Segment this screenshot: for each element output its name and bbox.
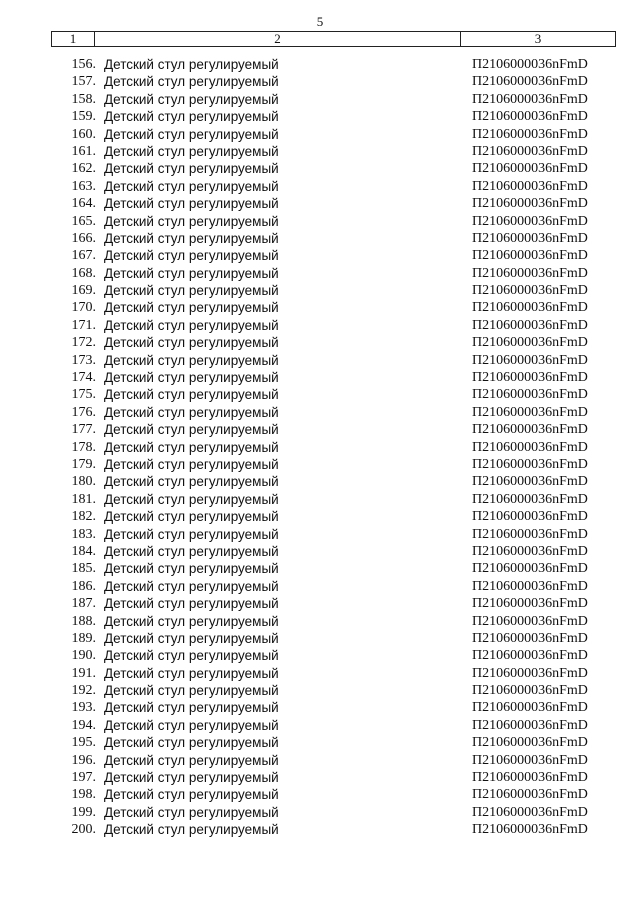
row-item-code: П2106000036nFmD [472, 770, 588, 786]
row-item-name: Детский стул регулируемый [104, 213, 279, 229]
row-item-name: Детский стул регулируемый [104, 335, 279, 351]
row-item-code: П2106000036nFmD [472, 578, 588, 594]
table-row [0, 560, 640, 577]
table-row [0, 595, 640, 612]
table-row [0, 213, 640, 230]
row-item-name: Детский стул регулируемый [104, 648, 279, 664]
row-item-name: Детский стул регулируемый [104, 404, 279, 420]
row-number: 197. [71, 770, 96, 786]
row-item-code: П2106000036nFmD [472, 248, 588, 264]
row-number: 165. [71, 213, 96, 229]
row-item-code: П2106000036nFmD [472, 230, 588, 246]
row-item-code: П2106000036nFmD [472, 387, 588, 403]
row-number: 159. [71, 109, 96, 125]
table-row [0, 665, 640, 682]
row-number: 184. [71, 543, 96, 559]
row-number: 164. [71, 196, 96, 212]
row-number: 187. [71, 596, 96, 612]
row-item-code: П2106000036nFmD [472, 822, 588, 838]
row-item-code: П2106000036nFmD [472, 456, 588, 472]
table-row [0, 734, 640, 751]
row-item-name: Детский стул регулируемый [104, 387, 279, 403]
row-item-name: Детский стул регулируемый [104, 230, 279, 246]
table-row [0, 334, 640, 351]
table-row [0, 647, 640, 664]
row-item-name: Детский стул регулируемый [104, 717, 279, 733]
row-item-code: П2106000036nFmD [472, 352, 588, 368]
row-item-name: Детский стул регулируемый [104, 283, 279, 299]
row-number: 190. [71, 648, 96, 664]
table-row [0, 682, 640, 699]
row-item-code: П2106000036nFmD [472, 57, 588, 72]
row-item-code: П2106000036nFmD [472, 648, 588, 664]
row-number: 174. [71, 370, 96, 386]
row-number: 198. [71, 787, 96, 803]
row-number: 171. [71, 317, 96, 333]
table-row [0, 491, 640, 508]
row-number: 166. [71, 230, 96, 246]
row-item-name: Детский стул регулируемый [104, 422, 279, 438]
table-row [0, 578, 640, 595]
table-row [0, 456, 640, 473]
row-item-name: Детский стул регулируемый [104, 370, 279, 386]
row-number: 188. [71, 613, 96, 629]
row-number: 200. [71, 822, 96, 838]
table-row [0, 126, 640, 143]
row-number: 156. [71, 57, 96, 72]
table-row [0, 404, 640, 421]
row-item-name: Детский стул регулируемый [104, 683, 279, 699]
row-item-name: Детский стул регулируемый [104, 822, 279, 838]
row-item-name: Детский стул регулируемый [104, 161, 279, 177]
row-number: 168. [71, 265, 96, 281]
row-item-code: П2106000036nFmD [472, 787, 588, 803]
row-item-code: П2106000036nFmD [472, 91, 588, 107]
table-row [0, 247, 640, 264]
row-item-name: Детский стул регулируемый [104, 352, 279, 368]
row-item-name: Детский стул регулируемый [104, 665, 279, 681]
row-number: 176. [71, 404, 96, 420]
row-item-name: Детский стул регулируемый [104, 143, 279, 159]
row-number: 196. [71, 752, 96, 768]
row-item-code: П2106000036nFmD [472, 474, 588, 490]
row-item-code: П2106000036nFmD [472, 196, 588, 212]
row-item-name: Детский стул регулируемый [104, 91, 279, 107]
row-item-name: Детский стул регулируемый [104, 630, 279, 646]
row-number: 180. [71, 474, 96, 490]
table-row [0, 526, 640, 543]
table-row [0, 786, 640, 803]
row-number: 189. [71, 630, 96, 646]
table-row [0, 752, 640, 769]
table-row [0, 508, 640, 525]
row-item-code: П2106000036nFmD [472, 300, 588, 316]
table-row [0, 108, 640, 125]
row-item-name: Детский стул регулируемый [104, 439, 279, 455]
row-item-code: П2106000036nFmD [472, 630, 588, 646]
row-item-code: П2106000036nFmD [472, 422, 588, 438]
row-item-code: П2106000036nFmD [472, 74, 588, 90]
row-item-name: Детский стул регулируемый [104, 265, 279, 281]
row-item-name: Детский стул регулируемый [104, 456, 279, 472]
row-item-name: Детский стул регулируемый [104, 126, 279, 142]
row-item-code: П2106000036nFmD [472, 561, 588, 577]
row-number: 183. [71, 526, 96, 542]
row-item-name: Детский стул регулируемый [104, 804, 279, 820]
row-item-name: Детский стул регулируемый [104, 300, 279, 316]
table-header [51, 31, 616, 47]
table-row [0, 630, 640, 647]
row-item-name: Детский стул регулируемый [104, 109, 279, 125]
table-row [0, 439, 640, 456]
row-item-code: П2106000036nFmD [472, 143, 588, 159]
row-number: 160. [71, 126, 96, 142]
table-row [0, 73, 640, 90]
row-item-name: Детский стул регулируемый [104, 700, 279, 716]
row-item-name: Детский стул регулируемый [104, 196, 279, 212]
row-item-code: П2106000036nFmD [472, 283, 588, 299]
row-item-code: П2106000036nFmD [472, 596, 588, 612]
row-item-name: Детский стул регулируемый [104, 578, 279, 594]
row-item-name: Детский стул регулируемый [104, 248, 279, 264]
row-item-name: Детский стул регулируемый [104, 596, 279, 612]
row-item-code: П2106000036nFmD [472, 178, 588, 194]
table-row [0, 804, 640, 821]
row-item-code: П2106000036nFmD [472, 717, 588, 733]
row-item-code: П2106000036nFmD [472, 109, 588, 125]
table-row [0, 543, 640, 560]
row-number: 182. [71, 509, 96, 525]
table-row [0, 317, 640, 334]
row-number: 163. [71, 178, 96, 194]
column-header-number: 1 [52, 32, 95, 46]
row-item-name: Детский стул регулируемый [104, 491, 279, 507]
row-item-code: П2106000036nFmD [472, 665, 588, 681]
row-item-code: П2106000036nFmD [472, 683, 588, 699]
table-row [0, 352, 640, 369]
column-header-code: 3 [534, 31, 542, 46]
row-number: 175. [71, 387, 96, 403]
table-row [0, 473, 640, 490]
row-item-code: П2106000036nFmD [472, 404, 588, 420]
table-row [0, 421, 640, 438]
table-row [0, 717, 640, 734]
row-item-name: Детский стул регулируемый [104, 543, 279, 559]
page-number: 5 [316, 14, 324, 29]
row-item-code: П2106000036nFmD [472, 509, 588, 525]
table-row [0, 369, 640, 386]
row-item-name: Детский стул регулируемый [104, 735, 279, 751]
row-item-code: П2106000036nFmD [472, 700, 588, 716]
table-row [0, 386, 640, 403]
row-item-code: П2106000036nFmD [472, 543, 588, 559]
row-number: 195. [71, 735, 96, 751]
table-row [0, 91, 640, 108]
row-item-code: П2106000036nFmD [472, 526, 588, 542]
row-item-name: Детский стул регулируемый [104, 317, 279, 333]
row-item-name: Детский стул регулируемый [104, 770, 279, 786]
row-item-name: Детский стул регулируемый [104, 752, 279, 768]
row-number: 178. [71, 439, 96, 455]
row-item-name: Детский стул регулируемый [104, 613, 279, 629]
row-number: 157. [71, 74, 96, 90]
table-row [0, 769, 640, 786]
row-item-code: П2106000036nFmD [472, 735, 588, 751]
row-number: 167. [71, 248, 96, 264]
row-number: 161. [71, 143, 96, 159]
row-item-name: Детский стул регулируемый [104, 178, 279, 194]
row-number: 185. [71, 561, 96, 577]
row-number: 179. [71, 456, 96, 472]
table-row [0, 699, 640, 716]
table-row [0, 195, 640, 212]
column-header-name: 2 [95, 32, 461, 46]
table-body [0, 56, 640, 839]
row-item-code: П2106000036nFmD [472, 335, 588, 351]
table-row [0, 143, 640, 160]
row-number: 173. [71, 352, 96, 368]
row-item-name: Детский стул регулируемый [104, 57, 279, 72]
row-number: 194. [71, 717, 96, 733]
row-item-name: Детский стул регулируемый [104, 74, 279, 90]
table-row [0, 160, 640, 177]
table-row [0, 265, 640, 282]
row-item-code: П2106000036nFmD [472, 491, 588, 507]
row-number: 193. [71, 700, 96, 716]
row-item-code: П2106000036nFmD [472, 317, 588, 333]
row-number: 199. [71, 804, 96, 820]
table-row [0, 821, 640, 838]
row-item-code: П2106000036nFmD [472, 752, 588, 768]
row-item-code: П2106000036nFmD [472, 213, 588, 229]
table-row [0, 230, 640, 247]
row-number: 192. [71, 683, 96, 699]
row-item-name: Детский стул регулируемый [104, 509, 279, 525]
row-item-code: П2106000036nFmD [472, 804, 588, 820]
row-item-code: П2106000036nFmD [472, 439, 588, 455]
row-number: 158. [71, 91, 96, 107]
table-row [0, 613, 640, 630]
row-number: 162. [71, 161, 96, 177]
row-number: 191. [71, 665, 96, 681]
row-item-code: П2106000036nFmD [472, 613, 588, 629]
row-number: 169. [71, 283, 96, 299]
row-item-code: П2106000036nFmD [472, 126, 588, 142]
row-number: 186. [71, 578, 96, 594]
row-number: 170. [71, 300, 96, 316]
row-number: 172. [71, 335, 96, 351]
table-row [0, 282, 640, 299]
row-item-name: Детский стул регулируемый [104, 787, 279, 803]
row-item-name: Детский стул регулируемый [104, 474, 279, 490]
row-item-code: П2106000036nFmD [472, 161, 588, 177]
table-row [0, 56, 640, 73]
row-item-name: Детский стул регулируемый [104, 526, 279, 542]
table-row [0, 178, 640, 195]
row-number: 181. [71, 491, 96, 507]
row-number: 177. [71, 422, 96, 438]
row-item-name: Детский стул регулируемый [104, 561, 279, 577]
row-item-code: П2106000036nFmD [472, 265, 588, 281]
row-item-code: П2106000036nFmD [472, 370, 588, 386]
table-row [0, 299, 640, 316]
